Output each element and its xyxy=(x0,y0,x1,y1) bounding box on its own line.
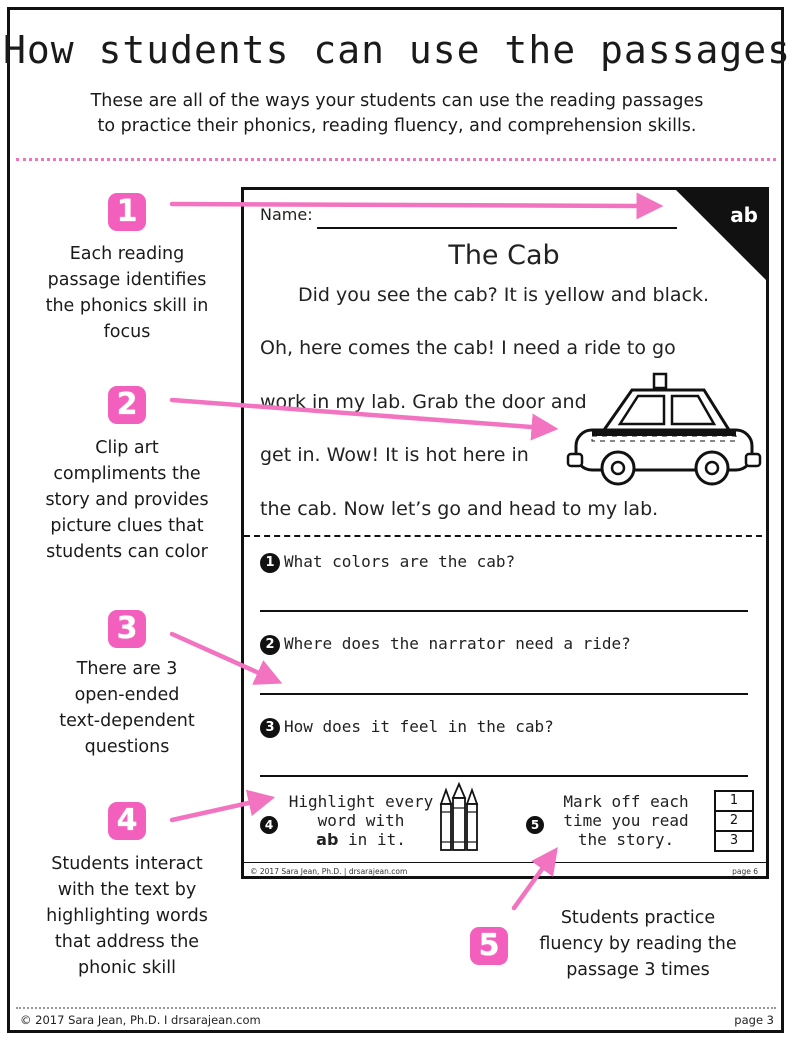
tally-box-2: 2 xyxy=(716,812,752,832)
arrow-5 xyxy=(514,858,550,908)
activity-4-number: 4 xyxy=(260,816,278,834)
question-3: 3 How does it feel in the cab? xyxy=(260,717,554,738)
sheet-footer-right: page 6 xyxy=(732,867,758,876)
badge-3: 3 xyxy=(108,610,146,648)
footer-page-number: page 3 xyxy=(734,1013,774,1027)
point-4-description: Students interact with the text by highlighting words that address the phonic skill xyxy=(46,854,208,978)
sheet-footer-left: © 2017 Sara Jean, Ph.D. | drsarajean.com xyxy=(250,867,408,876)
point-2-description: Clip art compliments the story and provides picture clues that students can color xyxy=(45,438,209,562)
story-line-5: the cab. Now let’s go and head to my lab. xyxy=(260,498,659,520)
arrow-2 xyxy=(172,400,545,428)
point-1-description: Each reading passage identifies the phonics skill in focus xyxy=(45,244,209,342)
story-title: The Cab xyxy=(448,240,560,271)
subtitle-line-1: These are all of the ways your students can use the reading passages xyxy=(90,91,704,111)
badge-1: 1 xyxy=(108,193,146,231)
story-line-1: Did you see the cab? It is yellow and black. xyxy=(298,284,710,306)
story-line-4: get in. Wow! It is hot here in xyxy=(260,444,529,466)
activity-5-mark-off: Mark off each time you read the story. xyxy=(563,792,689,849)
page-title: How students can use the passages xyxy=(3,28,791,72)
arrow-4 xyxy=(172,800,262,820)
story-line-2: Oh, here comes the cab! I need a ride to go xyxy=(260,337,676,359)
activity-5-number: 5 xyxy=(526,816,544,834)
question-1: 1 What colors are the cab? xyxy=(260,552,515,573)
activity-4-highlight: Highlight every word with ab in it. xyxy=(288,792,434,849)
name-label: Name: xyxy=(260,205,313,224)
subtitle-line-2: to practice their phonics, reading fluency, and comprehension skills. xyxy=(97,116,697,136)
skill-tag: ab xyxy=(730,203,758,227)
tally-box-3: 3 xyxy=(729,833,739,848)
arrow-3 xyxy=(172,634,270,678)
arrow-1 xyxy=(172,204,650,206)
story-line-3: work in my lab. Grab the door and xyxy=(260,391,587,413)
point-5-description: Students practice fluency by reading the passage 3 times xyxy=(539,908,737,980)
badge-4: 4 xyxy=(108,802,146,840)
footer-copyright: © 2017 Sara Jean, Ph.D. I drsarajean.com xyxy=(20,1013,261,1027)
question-2: 2 Where does the narrator need a ride? xyxy=(260,634,631,655)
tally-box-1: 1 xyxy=(716,792,752,812)
badge-2: 2 xyxy=(108,386,146,424)
point-3-description: There are 3 open-ended text-dependent questions xyxy=(59,659,195,757)
badge-5: 5 xyxy=(470,927,508,965)
footer-divider xyxy=(16,1007,776,1009)
